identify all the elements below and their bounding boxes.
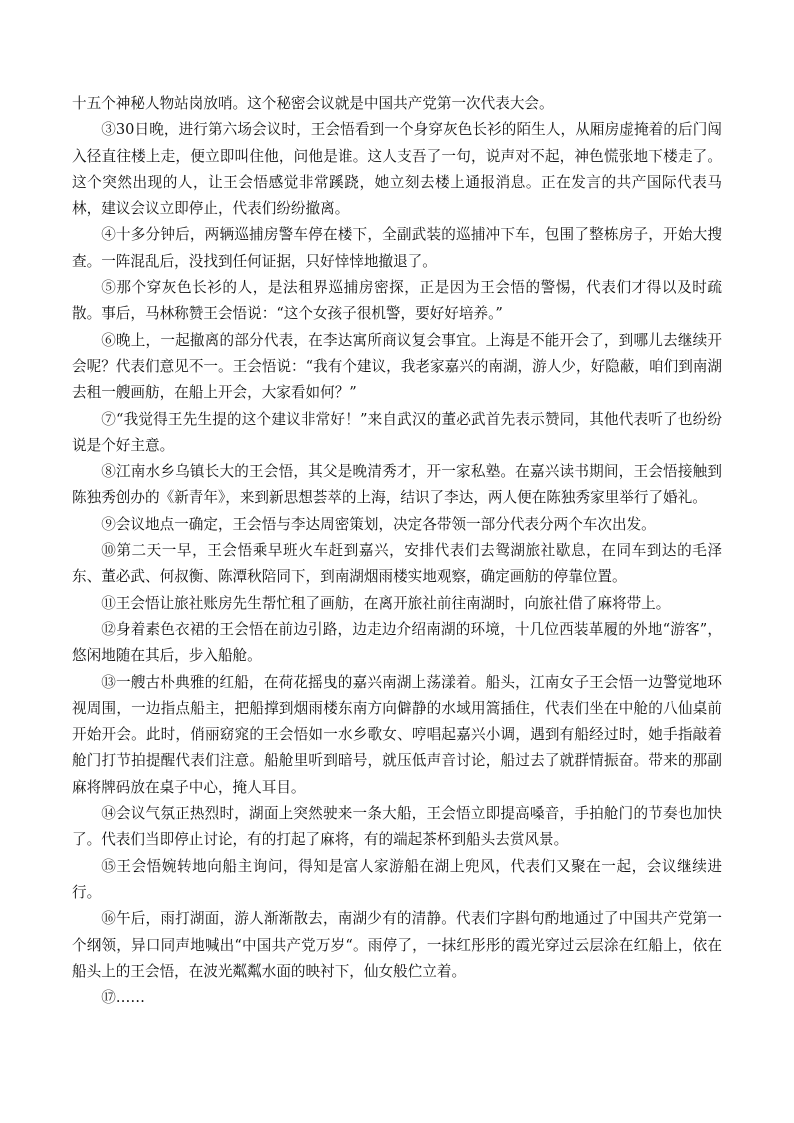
paragraph-11: ⑪王会悟让旅社账房先生帮忙租了画舫，在离开旅社前往南湖时，向旅社借了麻将带上。 bbox=[101, 594, 671, 612]
paragraph-6: ⑥晚上，一起撤离的部分代表，在李达寓所商议复会事宜。上海是不能开会了，到哪儿去继续开会呢？代表们意见不一。王会悟说：“我有个建议，我老家嘉兴的南湖，游人少，好隐蔽，咱们到南湖去租一艘画舫，在船上开会，大家看如何？” bbox=[72, 331, 722, 402]
paragraph-9: ⑨会议地点一确定，王会悟与李达周密策划，决定各带领一部分代表分两个车次出发。 bbox=[101, 515, 656, 533]
paragraph-5: ⑤那个穿灰色长衫的人，是法租界巡捕房密探，正是因为王会悟的警惕，代表们才得以及时疏散。事后，马林称赞王会悟说：“这个女孩子很机警，要好好培养。” bbox=[72, 279, 722, 323]
paragraph-14: ⑭会议气氛正热烈时，湖面上突然驶来一条大船，王会悟立即提高嗓音，手拍舱门的节奏也加快了。代表们当即停止讨论，有的打起了麻将，有的端起茶杯到船头去赏风景。 bbox=[72, 805, 722, 849]
paragraph-16: ⑯午后，雨打湖面，游人渐渐散去，南湖少有的清静。代表们字斟句酌地通过了中国共产党第一个纲领，异口同声地喊出“中国共产党万岁“。雨停了，一抹红彤彤的霞光穿过云层涂在红船上，依在船头上的王会悟，在波光粼粼水面的映衬下，仙女般伫立着。 bbox=[72, 910, 722, 980]
paragraph-3: ③30日晚，进行第六场会议时，王会悟看到一个身穿灰色长衫的陌生人，从厢房虚掩着的后门闯入径直往楼上走，便立即叫住他，问他是谁。这人支吾了一句，说声对不起，神色慌张地下楼走了。这个突然出现的人，让王会悟感觉非常蹊跷，她立刻去楼上通报消息。正在发言的共产国际代表马林，建议会议立即停止，代表们纷纷撤离。 bbox=[72, 121, 722, 218]
paragraph-4: ④十多分钟后，两辆巡捕房警车停在楼下，全副武装的巡捕冲下车，包围了整栋房子，开始大搜查。一阵混乱后，没找到任何证据，只好悻悻地撤退了。 bbox=[72, 226, 722, 270]
paragraph-17: ⑰…… bbox=[101, 989, 145, 1007]
paragraph-12: ⑫身着素色衣裙的王会悟在前边引路，边走边介绍南湖的环境，十几位西装革履的外地“游客”，悠闲地随在其后，步入船舱。 bbox=[72, 620, 722, 665]
paragraph-13: ⑬一艘古朴典雅的红船，在荷花摇曳的嘉兴南湖上荡漾着。船头，江南女子王会悟一边警觉地环视周围，一边指点船主，把船撑到烟雨楼东南方向僻静的水域用篙插住，代表们坐在中舱的八仙桌前开始开会。此时，俏丽窈窕的王会悟如一水乡歌女、哼唱起嘉兴小调，遇到有船经过时，她手指敲着舱门打节拍提醒代表们注意。船舱里听到暗号，就压低声音讨论，船过去了就群情振奋。带来的那副麻将牌码放在桌子中心，掩人耳目。 bbox=[72, 673, 722, 796]
article-body bbox=[72, 91, 722, 1011]
paragraph-8: ⑧江南水乡乌镇长大的王会悟，其父是晚清秀才，开一家私塾。在嘉兴读书期间，王会悟接触到陈独秀创办的《新青年》，来到新思想荟萃的上海，结识了李达，两人便在陈独秀家里举行了婚礼。 bbox=[72, 463, 722, 507]
paragraph-continuation: 十五个神秘人物站岗放哨。这个秘密会议就是中国共产党第一次代表大会。 bbox=[72, 95, 554, 112]
paragraph-15: ⑮王会悟婉转地向船主询问，得知是富人家游船在湖上兜风，代表们又聚在一起，会议继续进行。 bbox=[72, 857, 722, 901]
paragraph-7: ⑦“我觉得王先生提的这个建议非常好！”来自武汉的董必武首先表示赞同，其他代表听了也纷纷说是个好主意。 bbox=[72, 410, 722, 454]
paragraph-10: ⑩第二天一早，王会悟乘早班火车赶到嘉兴，安排代表们去鸳湖旅社歇息，在同车到达的毛泽东、董必武、何叔衡、陈潭秋陪同下，到南湖烟雨楼实地观察，确定画舫的停靠位置。 bbox=[72, 542, 722, 586]
